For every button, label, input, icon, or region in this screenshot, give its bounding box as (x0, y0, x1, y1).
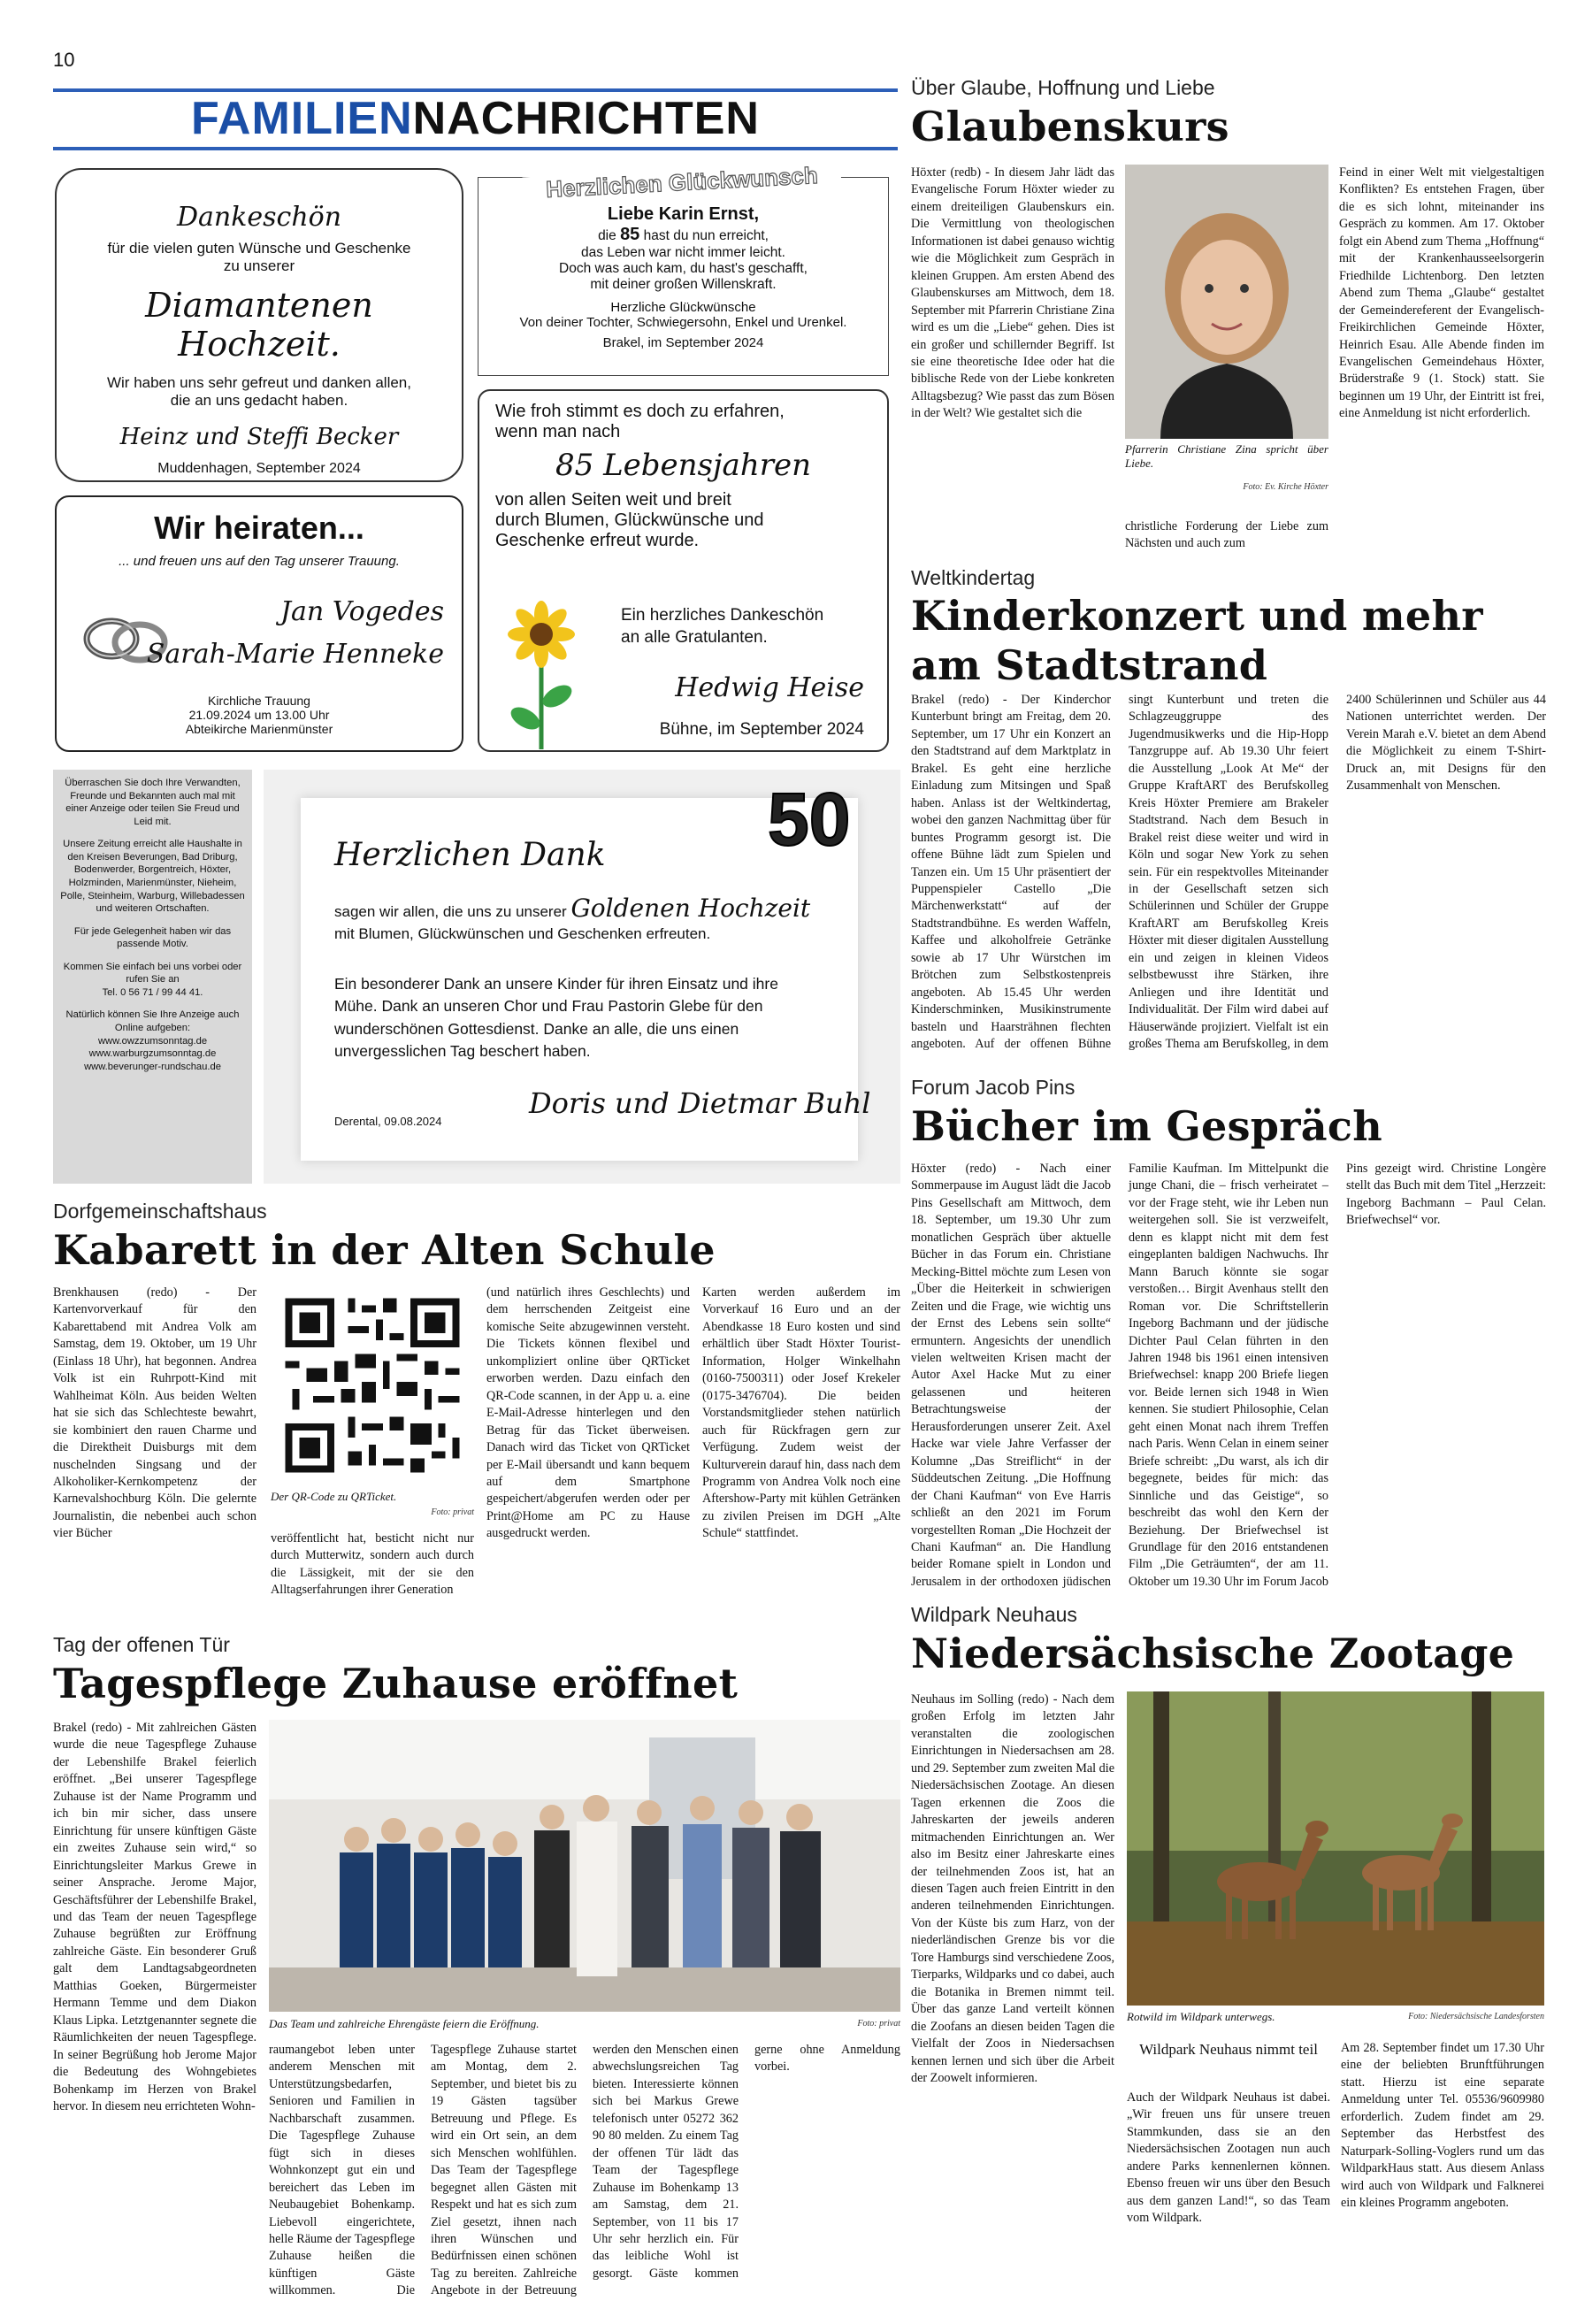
kicker-glaubenskurs: Über Glaube, Hoffnung und Liebe (911, 76, 1215, 99)
header-rule-bottom (53, 147, 898, 150)
glaubenskurs-col2: christliche Forderung der Liebe zum Nächsten und auch zum (1125, 519, 1328, 551)
zootage-subhead: Wildpark Neuhaus nimmt teil (1139, 2041, 1318, 2058)
qr-code-icon[interactable] (271, 1285, 474, 1486)
tagespflege-body: raumangebot leben unter anderem Menschen mit Unterstützungsbedarfen, Senioren und Familien in Nachbarschaft zusammen. Die Tagespflege Zuhause fügt sich in dieses Wohnkonzept gut ein und bereichert das Leben im Neubaugebiet Bohenkamp. Liebevoll eingerichtete, helle Räume der Tagespflege Zuhause heißen die künftigen Gäste willkommen. Die Tagespflege Zuhause startet am Montag, dem 2. September, und bietet bis zu 19 Gästen tagsüber Betreuung und Pflege. Es wird ein Ort sein, an dem sich Menschen wohlfühlen. Das Team der Tagespflege begegnet allen Gästen mit Respekt und hat es sich zum Ziel gesetzt, ihnen nach ihren Wünschen und Bedürfnissen einen schönen Tag zu bereiten. Zahlreiche Angebote in der Betreuung werden den Menschen einen abwechslungsreichen Tag bieten. Interessierte können sich bei Markus Grewe telefonisch unter 05272 362 90 80 melden. Zu einem Tag der offenen Tür lädt das Team der Tagespflege Zuhause im Bohenkamp 13 am Samstag, dem 21. September, von 11 bis 17 Uhr sehr herzlich ein. Für das leibliche Wohl ist gesorgt. Gäste kommen gerne ohne Anmeldung vorbei. (269, 2043, 900, 2298)
headline-zootage: Niedersächsische Zootage (911, 1630, 1515, 1677)
caption-pfarrerin: Pfarrerin Christiane Zina spricht über Liebe. (1125, 442, 1328, 470)
promo-box: Überraschen Sie doch Ihre Verwandten, Freunde und Bekannten auch mal mit einer Anzeige oder teilen Sie Freud und Leid mit. Unsere Zeitung erreicht alle Haushalte in den Kreisen Beverungen, Bad Driburg, Bodenwerder, Borgentreich, Höxter, Holzminden, Marienmünster, Nieheim, Polle, Steinheim, Warburg, Willebadessen und weiteren Ortschaften. Für jede Gelegenheit haben wir das passende Motiv. Kommen Sie einfach bei uns vorbei oder rufen Sie an Tel. 0 56 71 / 99 44 41. Natürlich können Sie Ihre Anzeige auch Online aufgeben: www.owzzumsonntag.de www.warburgzumsonntag.de www.beverunger-rundschau.de (53, 770, 252, 1184)
ad-goldene-hochzeit: 50 Herzlichen Dank sagen wir allen, die uns zu unserer Goldenen Hochzeit mit Blumen, Glückwünschen und Geschenken erfreuten. Ein besonderer Dank an unsere Kinder für ihren Einsatz und ihre Mühe. Dank an unseren Chor und Frau Pastorin Glebe für den wunderschönen Gottesdienst. Danke an alle, die uns einen unvergesslichen Tag beschert haben. Doris und Dietmar Buhl Derental, 09.08.2024 (264, 770, 900, 1184)
kicker-tagespflege: Tag der offenen Tür (53, 1633, 230, 1656)
headline-buecher: Bücher im Gespräch (911, 1102, 1382, 1150)
anniversary-number: 50 (768, 778, 851, 861)
tagespflege-col1: Brakel (redo) - Mit zahlreichen Gästen wurde die neue Tagespflege Zuhause der Lebenshilfe Brakel feierlich eröffnet. „Bei unserer Tagespflege Zuhause ist der Name Programm und ich bin mir sicher, dass unsere Einrichtung für unsere künftigen Gäste ein zweites Zuhause sein wird,“ so Einrichtungsleiter Markus Grewe in seiner Ansprache. Jerome Major, Geschäftsführer der Lebenshilfe Brakel, und das Team der neuen Tagespflege Zuhause begrüßten zur Eröffnung zahlreiche Gäste. Ein besonderer Gruß galt dem Landtagsabgeordneten Matthias Goeken, Bürgermeister Hermann Temme und dem Diakon Klaus Lipka. Letztgenannter segnete die Räumlichkeiten der neuen Tagespflege. In seiner Begrüßung hob Jerome Major die Bedeutung des Wohngebietes Bohenkamp im Herzen von Brakel hervor. In diesem neu errichteten Wohn- (53, 1721, 256, 2113)
ad-lebensjahre: Wie froh stimmt es doch zu erfahren, wenn man nach 85 Lebensjahren von allen Seiten weit und breit durch Blumen, Glückwünsche und Geschenke erfreut wurde. Ein herzliches Dankeschön an alle Gratulanten. Hedwig Heise Bühne, im September 2024 (478, 389, 889, 752)
kicker-kinderkonzert: Weltkindertag (911, 566, 1036, 589)
kinderkonzert-body: Brakel (redo) - Der Kinderchor Kunterbunt bringt am Freitag, dem 20. September, um 17 Uhr ein Konzert an den Stadtstrand auf dem Marktplatz in Brakel. Es geht eine herzliche Einladung zum Mitsingen und Spaß haben. Anlass ist der Weltkindertag, wobei den ganzen Nachmittag über für buntes Programm gesorgt ist. Die offene Bühne lädt zum Spielen und Tanzen ein. Um 15 Uhr präsentiert der Puppenspieler Castello „Die Märchenwerkstatt“ auf der Stadtstrandbühne. Es werden Waffeln, Kaffee und alkoholfreie Getränke sowie ab 17 Uhr Würstchen im Brötchen zum Selbstkostenpreis angeboten. Ab 15.45 Uhr werden Kinderschminken, Musikinstrumente basteln und Haarsträhnen flechten angeboten. Auf der offenen Bühne singt Kunterbunt und treten die Schlagzeuggruppe des Jugendmusikwerks und die Hip-Hopp Tanzgruppe auf. Ab 19.30 Uhr feiert die Ausstellung „Look At Me“ der Gruppe KraftART des Berufskolleg Kreis Höxter Premiere am Brakeler Stadtstrand. Nach dem Besuch in Brakel reist diese weiter und wird in Köln und sogar New York zu sehen sein. Für ein respektvolles Miteinander in der Gesellschaft setzen sich Schülerinnen und Schüler der Gruppe KraftART am Berufskolleg Kreis Höxter mit dieser digitalen Ausstellung ein und zeigen in kleinen Videos selbstbewusst ihre Stärken, ihre Anliegen und ihre Identität und Individualität. Der Film wird dabei auf Häuserwände projiziert. Vielfalt ist ein großes Thema am Berufskolleg, in dem 2400 Schülerinnen und Schüler aus 44 Nationen unterrichtet werden. Der Verein Marah e.V. bietet an dem Abend die Möglichkeit zu einem T-Shirt-Druck an, mit Designs für den Zusammenhalt von Menschen. (911, 693, 1546, 1052)
promo-url-3[interactable]: www.beverunger-rundschau.de (84, 1061, 221, 1072)
headline-kinderkonzert: Kinderkonzert und mehr am Stadtstrand (911, 592, 1483, 690)
qr-code-image (271, 1285, 474, 1486)
ad-heiraten: Wir heiraten... ... und freuen uns auf den Tag unserer Trauung. Jan Vogedes Sarah-Marie Henneke Kirchliche Trauung 21.09.2024 um 13.00 Uhr Abteikirche Marienmünster (55, 495, 463, 752)
ad-dankeschoen: Dankeschön für die vielen guten Wünsche und Geschenke zu unserer Diamantenen Hochzeit. Wir haben uns sehr gefreut und danken allen, die an uns gedacht haben. Heinz und Steffi Becker Muddenhagen, September 2024 (55, 168, 463, 482)
kicker-kabarett: Dorfgemeinschaftshaus (53, 1200, 267, 1223)
photo-team (269, 1720, 900, 2012)
deer-photo-image (1127, 1691, 1544, 2006)
zootage-col3: Am 28. September findet um 17.30 Uhr eine der beliebten Brunftführungen statt. Hierzu ist eine separate Anmeldung unter Tel. 05536/9609980 erforderlich. Zudem findet am 29. September das Herbstfest des Naturpark-Solling-Voglers rund um das WildparkHaus statt. Aus diesem Anlass wird auch von Wildpark und Falknerei ein kleines Programm angeboten. (1341, 2041, 1544, 2211)
kicker-zootage: Wildpark Neuhaus (911, 1603, 1077, 1626)
kicker-buecher: Forum Jacob Pins (911, 1076, 1076, 1099)
glaubenskurs-col1: Höxter (redb) - In diesem Jahr lädt das Evangelische Forum Höxter wieder zu einem dreiteiligen Glaubenskurs ein. Die Vermittlung von theologischen Informationen ist dabei genauso wichtig wie die Möglichkeit zum Gespräch in kleinen Gruppen. Am ersten Abend des Glaubenskurses am Mittwoch, dem 18. September mit Pfarrerin Christiane Zina wird es um die „Liebe“ gehen. Dies ist ein großer und schillernder Begriff. Ist sie eine theoretische Idee oder hat die biblische Rede von der Liebe konkreten Alltagsbezug? Wie passt das zum Bösen in der Welt? Wie gestaltet sich die (911, 165, 1114, 421)
caption-qr: Der QR-Code zu QRTicket. (271, 1490, 397, 1503)
glaubenskurs-col3: Feind in einer Welt mit vielgestaltigen Konflikten? Es entstehen Fragen, über die es sich lohnt, miteinander ins Gespräch zu kommen. Am 17. Oktober folgt ein Abend zum Thema „Hoffnung“ mit der Krankenhausseelsorgerin Friedhilde Lichtenborg. Den letzten Abend zum Thema „Glaube“ gestaltet der Gemeindereferent der Evangelisch-Freikirchlichen Gemeinde Höxter, Heinrich Esau. Alle Abende finden im Evangelischen Gemeindehaus Höxter, Brüderstraße 9 (1. Stock) statt. Sie beginnen um 19 Uhr, der Eintritt ist frei, eine Anmeldung ist nicht erforderlich. (1339, 165, 1544, 421)
kabarett-col2: veröffentlicht hat, besticht nicht nur durch Mutterwitz, sondern auch durch die Lässigkeit, mit der sie den Alltagserfahrungen ihrer Generation (271, 1531, 474, 1598)
ad-glueckwunsch: Herzlichen Glückwunsch Liebe Karin Ernst, die 85 hast du nun erreicht, das Leben war nicht immer leicht. Doch was auch kam, du hast's geschafft, mit deiner großen Willenskraft. Herzliche Glückwünsche Von deiner Tochter, Schwiegersohn, Enkel und Urenkel. Brakel, im September 2024 (478, 177, 889, 376)
section-title: FAMILIENNACHRICHTEN (191, 93, 760, 144)
portrait-image (1125, 165, 1328, 439)
photo-rotwild (1127, 1691, 1544, 2006)
headline-glaubenskurs: Glaubenskurs (911, 103, 1229, 150)
caption-team: Das Team und zahlreiche Ehrengäste feiern die Eröffnung. (269, 2017, 540, 2030)
zootage-col2: Auch der Wildpark Neuhaus ist dabei. „Wir freuen uns für unsere treuen Stammkunden, dass sie an den Niedersächsischen Zootagen nun auch andere Parks kennenlernen können. Ebenso freuen wir uns über den Besuch aus dem ganzen Land!“, so das Team vom Wildpark. (1127, 2090, 1330, 2226)
photo-pfarrerin (1125, 165, 1328, 439)
page-number: 10 (53, 49, 75, 71)
promo-url-2[interactable]: www.warburgzumsonntag.de (88, 1048, 217, 1060)
headline-kabarett: Kabarett in der Alten Schule (53, 1226, 716, 1274)
kabarett-col1: Brenkhausen (redo) - Der Kartenvorverkauf für den Kabarettabend mit Andrea Volk am Samstag, dem 19. Oktober, um 19 Uhr (Einlass 18 Uhr), hat begonnen. Andrea Volk ist ein Ruhrpott-Kind mit Wahlheimat Köln. Aus beiden Welten hat sie sich das Schlechteste bewahrt, sie kombiniert den rauen Charme und die Direktheit Duisburgs mit dem nuschelnden Singsang und der Alkoholiker-Kernkompetenz der Karnevalshochburg Köln. Die gelernte Journalistin, die nebenbei auch schon vier Bücher (53, 1285, 256, 1541)
headline-tagespflege: Tagespflege Zuhause eröffnet (53, 1660, 739, 1707)
team-photo-image (269, 1720, 900, 2012)
kabarett-col4: Karten werden außerdem im Vorverkauf 16 Euro und an der Abendkasse 18 Euro kosten und sind erhältlich über Stadt Höxter Tourist-Information, Holger Winkelhahn (0160-7500311) oder Josef Krekeler (0175-3476704). Die beiden Vorstandsmitglieder stehen natürlich auch für Rückfragen gern zur Verfügung. Zudem weist der Kulturverein darauf hin, dass nach dem Programm von Andrea Volk noch eine Aftershow-Party mit kühlen Getränken zu zivilen Preisen im DGH „Alte Schule“ stattfindet. (702, 1285, 900, 1541)
zootage-col1: Neuhaus im Solling (redo) - Nach dem großen Erfolg im letzten Jahr veranstalten die zoologischen Einrichtungen in Niedersachsen am 28. und 29. September zum zweiten Mal die Niedersächsischen Zootage. An diesen Tagen erkennen die Zoos die Jahreskarten der jeweils anderen mitmachenden Einrichtungen an. Wer also im Besitz einer Jahreskarte eines der teilnehmenden Zoos ist, hat an diesen Tagen auch freien Eintritt in den anderen teilnehmenden Einrichtungen. Von der Küste bis zum Harz, von der niederländischen Grenze bis vor die Tore Hamburgs sind verschiedene Zoos, Tierparks, Wildparks und co dabei, auch die Botanika in Bremen nimmt teil. Über das ganze Land verteilt können die Zoofans an diesen beiden Tagen die Vielfalt der Zoos in Niedersachsen kennen lernen und sich über die Arbeit der Zoowelt informieren. (911, 1692, 1114, 2085)
buecher-body: Höxter (redo) - Nach einer Sommerpause im August lädt die Jacob Pins Gesellschaft am Mittwoch, dem 18. September, um 19.30 Uhr zum monatlichen Gespräch über aktuelle Bücher in das Forum ein. Christiane Mecking-Bittel möchte zum Lesen von „Über die Heiterkeit in schwierigen Zeiten und die Frage, wie wichtig uns der Ernst des Lebens sein sollte“ ermuntern. Angesichts der unendlich vielen weltweiten Krisen macht der Autor Axel Hacke Mut zu einer gelassenen und heiteren Betrachtungsweise der Herausforderungen unserer Zeit. Axel Hacke war viele Jahre Verfasser der Kolumne „Das Streiflicht“ in der Süddeutschen Zeitung. „Die Hoffnung der Chani Kaufman“ von Eve Harris schließt an den 2021 im Forum vorgestellten Roman „Die Hochzeit der Chani Kaufman“ an. Die Handlung beider Romane spielt in London und Jerusalem in der orthodoxen jüdischen Familie Kaufman. Im Mittelpunkt die junge Chani, die – frisch verheiratet – vor der Frage steht, wie ihr Leben nun weitergehen soll. Sie ist verzweifelt, denn es klappt nicht mit dem fest eingeplanten baldigen Nachwuchs. Ihr Mann Baruch könnte sie sogar verstoßen… Birgit Avenhaus stellt den Roman vor. Die Schriftstellerin Ingeborg Bachmann und der jüdische Dichter Paul Celan führten in den Jahren 1948 bis 1961 einen intensiven Briefwechsel: knapp 200 Briefe liegen vor. Beide lernen sich 1948 in Wien kennen. Sie studiert Philosophie, Celan geht einen Monat nach ihrem Treffen nach Paris. Wenn Celan in einem seiner Briefe schreibt: „Du warst, als ich dir begegnete, beides für mich: das Sinnliche und das Geistige“, so beschreibt das wohl den Kern der Beziehung. Der Briefwechsel ist Grundlage für den 2016 entstandenen Film „Die Geträumten“, der am 11. Oktober um 19.30 Uhr im Forum Jacob Pins gezeigt wird. Christine Longère stellt das Buch mit dem Titel „Herzzeit: Ingeborg Bachmann – Paul Celan. Briefwechsel“ vor. (911, 1162, 1546, 1589)
sunflower-icon (506, 599, 577, 749)
caption-rotwild: Rotwild im Wildpark unterwegs. (1127, 2010, 1275, 2023)
kabarett-col3: (und natürlich ihres Geschlechts) und dem herrschenden Zeitgeist eine komische Seite abzugewinnen versteht. Die Tickets können flexibel und unkompliziert online über QRTicket erworben werden. Dazu einfach den QR-Code scannen, in der App u. a. eine E-Mail-Adresse hinterlegen und den Betrag für das Ticket überweisen. Danach wird das Ticket von QRTicket per E-Mail übersandt und kann bequem auf dem Smartphone gespeichert/abgerufen werden oder per Print@Home am PC zu Hause ausgedruckt werden. (486, 1285, 690, 1541)
promo-url-1[interactable]: www.owzzumsonntag.de (97, 1035, 208, 1047)
glueckwunsch-banner: Herzlichen Glückwunsch (522, 161, 841, 205)
